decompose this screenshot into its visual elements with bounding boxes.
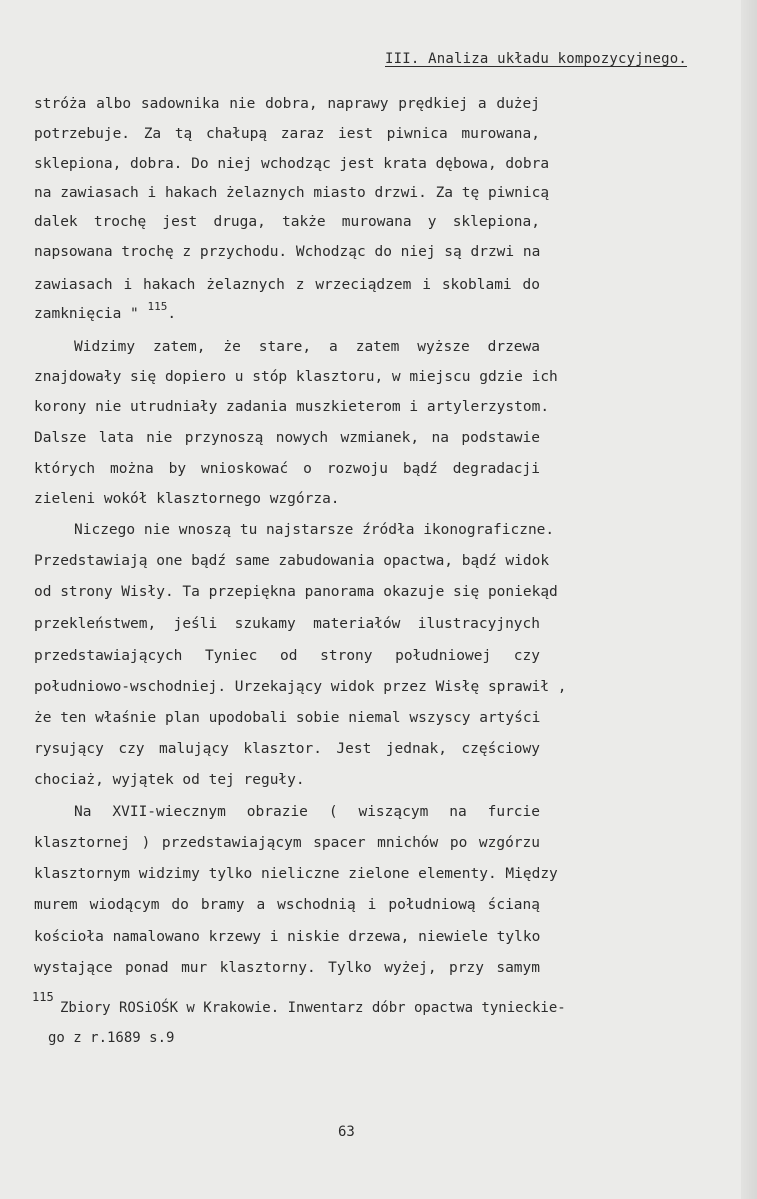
text-line: że ten właśnie plan upodobali sobie niemal wszyscy artyści: [34, 710, 541, 726]
page-number: 63: [338, 1124, 355, 1140]
text-line: południowo-wschodniej. Urzekający widok przez Wisłę sprawił ,: [34, 679, 567, 695]
text-line: klasztornym widzimy tylko nieliczne zielone elementy. Między: [34, 866, 558, 882]
text-line: dalek trochę jest druga, także murowana y sklepiona,: [34, 214, 540, 230]
text-line: wystające ponad mur klasztorny. Tylko wyżej, przy samym: [34, 960, 540, 976]
text-line: przekleństwem, jeśli szukamy materiałów ilustracyjnych: [34, 616, 540, 632]
text-line: których można by wnioskować o rozwoju bądź degradacji: [34, 461, 540, 477]
paragraph-first-line: Na XVII-wiecznym obrazie ( wiszącym na furcie: [74, 804, 540, 820]
text-line: potrzebuje. Za tą chałupą zaraz iest piwnica murowana,: [34, 126, 540, 142]
text-line: napsowana trochę z przychodu. Wchodząc do niej są drzwi na: [34, 244, 541, 260]
text-line: korony nie utrudniały zadania muszkieterom i artylerzystom.: [34, 399, 550, 415]
text-line: stróża albo sadownika nie dobra, naprawy prędkiej a dużej: [34, 96, 540, 112]
footnote-number: 115: [32, 990, 54, 1004]
text-line: murem wiodącym do bramy a wschodnią i południową ścianą: [34, 897, 540, 913]
text-line: klasztornej ) przedstawiającym spacer mnichów po wzgórzu: [34, 835, 540, 851]
text-line: zawiasach i hakach żelaznych z wrzeciądzem i skoblami do: [34, 277, 540, 293]
footnote-reference: 115: [147, 300, 168, 313]
footnote-reference-tail: .: [167, 306, 177, 322]
text-line: znajdowały się dopiero u stóp klasztoru, w miejscu gdzie ich: [34, 369, 558, 385]
running-header: III. Analiza układu kompozycyjnego.: [385, 51, 688, 67]
text-line: sklepiona, dobra. Do niej wchodząc jest krata dębowa, dobra: [34, 156, 550, 172]
text-line: rysujący czy malujący klasztor. Jest jednak, częściowy: [34, 741, 540, 757]
text-line-with-footnote-ref: [34, 300, 540, 323]
text-line: kościoła namalowano krzewy i niskie drzewa, niewiele tylko: [34, 929, 541, 945]
paragraph-first-line: Widzimy zatem, że stare, a zatem wyższe drzewa: [74, 339, 540, 355]
text-line: od strony Wisły. Ta przepiękna panorama okazuje się poniekąd: [34, 584, 558, 600]
text-line: na zawiasach i hakach żelaznych miasto drzwi. Za tę piwnicą: [34, 185, 550, 201]
page-edge: [741, 0, 757, 1199]
text-line: chociaż, wyjątek od tej reguły.: [34, 772, 305, 788]
text-line: zamknięcia ": [34, 306, 139, 322]
text-line: Dalsze lata nie przynoszą nowych wzmianek, na podstawie: [34, 430, 540, 446]
text-line: Przedstawiają one bądź same zabudowania opactwa, bądź widok: [34, 553, 550, 569]
text-line: zieleni wokół klasztornego wzgórza.: [34, 491, 340, 507]
text-line: przedstawiających Tyniec od strony południowej czy: [34, 648, 540, 664]
footnote-text-continued: go z r.1689 s.9: [48, 1030, 175, 1046]
footnote-text: Zbiory ROSiOŚK w Krakowie. Inwentarz dóbr opactwa tynieckie-: [60, 1000, 566, 1016]
paragraph-first-line: Niczego nie wnoszą tu najstarsze źródła ikonograficzne.: [74, 522, 555, 538]
